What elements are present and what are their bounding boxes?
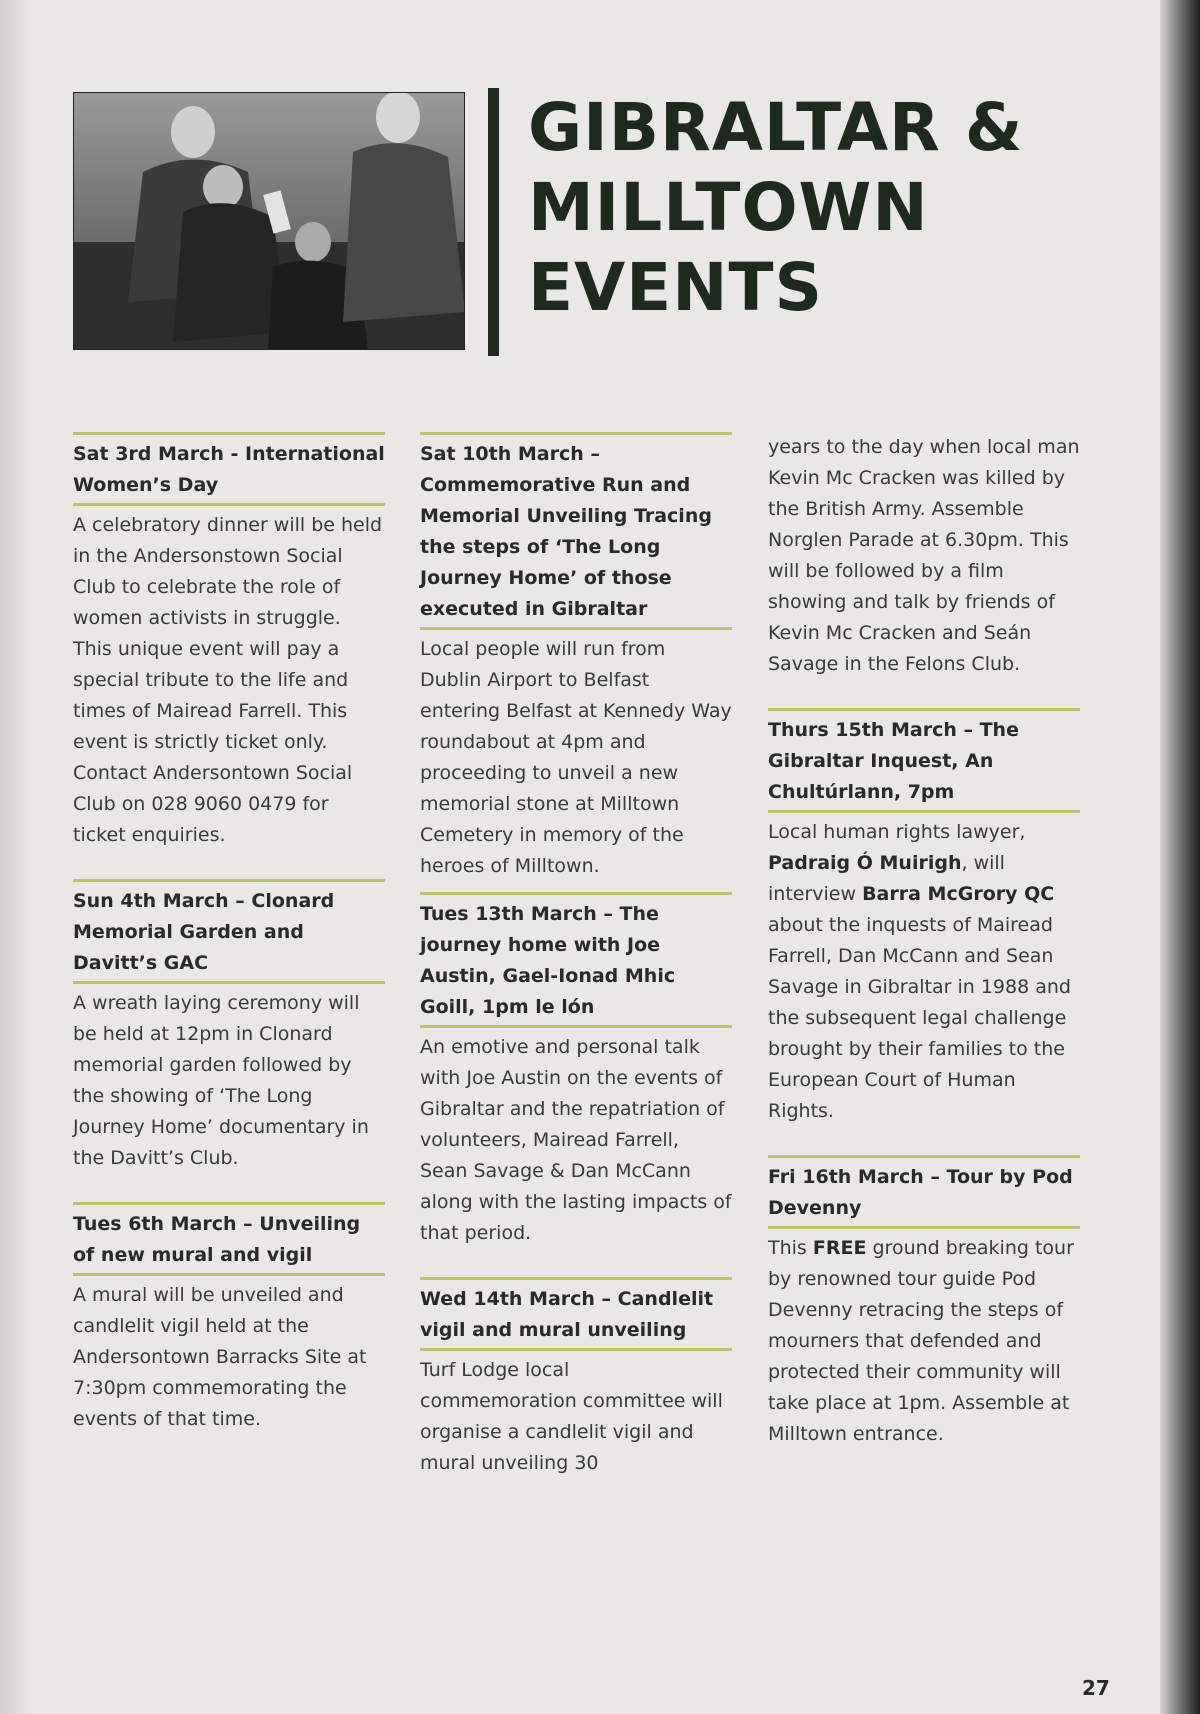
event-title: Sat 10th March – Commemorative Run and Memorial Unveiling Tracing the steps of ‘The Long Journey Home’ of those executed in Gibraltar <box>420 443 712 620</box>
event-description: Turf Lodge local commemoration committee will organise a candlelit vigil and mural unveiling 30 <box>420 1359 723 1474</box>
event-title: Tues 6th March – Unveiling of new mural and vigil <box>73 1213 361 1266</box>
event-wed-14-march <box>420 1277 732 1479</box>
page-number: 27 <box>1082 1676 1110 1700</box>
text-run: Local human rights lawyer, <box>768 821 1026 843</box>
event-description: An emotive and personal talk with Joe Austin on the events of Gibraltar and the repatriation of volunteers, Mairead Farrell, Sean Savage & Dan McCann along with the lasting impacts of that period. <box>420 1036 732 1244</box>
historical-photo <box>73 92 465 350</box>
title-line-1: GIBRALTAR & <box>528 89 1024 166</box>
interviewee-name: Barra McGrory QC <box>862 883 1055 905</box>
event-sat-3-march <box>73 432 385 851</box>
title-line-2: MILLTOWN <box>528 169 929 246</box>
column-3 <box>768 432 1080 1450</box>
column-2 <box>420 432 732 1479</box>
event-description: A celebratory dinner will be held in the Andersonstown Social Club to celebrate the role of women activists in struggle. This unique event will pay a special tribute to the life and times of Mairead Farrell. This event is strictly ticket only. Contact Andersontown Social Club on 028 9060 0479 for ticket enquiries. <box>73 514 383 846</box>
event-title: Fri 16th March – Tour by Pod Devenny <box>768 1166 1073 1219</box>
event-description: A mural will be unveiled and candlelit vigil held at the Andersontown Barracks Site at 7:30pm commemorating the events of that time. <box>73 1284 367 1430</box>
event-description <box>768 1229 1080 1450</box>
page-title <box>528 88 1023 328</box>
event-tues-13-march <box>420 892 732 1249</box>
event-description-continued: years to the day when local man Kevin Mc Cracken was killed by the British Army. Assemble Norglen Parade at 6.30pm. This will be followed by a film showing and talk by friends of Kevin Mc Cracken and Seán Savage in the Felons Club. <box>768 436 1080 675</box>
page-gutter <box>0 0 30 1714</box>
page-edge-shadow <box>1160 0 1200 1714</box>
event-title: Wed 14th March – Candlelit vigil and mural unveiling <box>420 1288 714 1341</box>
event-fri-16-march <box>768 1155 1080 1450</box>
speaker-name: Padraig Ó Muirigh <box>768 852 962 874</box>
text-run: , will interview <box>768 852 1005 905</box>
event-sun-4-march <box>73 879 385 1174</box>
text-run: This <box>768 1237 813 1259</box>
column-1 <box>73 432 385 1435</box>
free-label: FREE <box>812 1237 867 1259</box>
event-sat-10-march <box>420 432 732 882</box>
event-thurs-15-march <box>768 708 1080 1127</box>
event-description <box>768 813 1080 1127</box>
event-title: Thurs 15th March – The Gibraltar Inquest, An Chultúrlann, 7pm <box>768 719 1019 803</box>
title-accent-bar <box>488 88 499 356</box>
event-title: Sun 4th March – Clonard Memorial Garden and Davitt’s GAC <box>73 890 335 974</box>
text-run: about the inquests of Mairead Farrell, Dan McCann and Sean Savage in Gibraltar in 1988 and the subsequent legal challenge brought by their families to the European Court of Human Rights. <box>768 914 1071 1122</box>
event-tues-6-march <box>73 1202 385 1435</box>
text-run: ground breaking tour by renowned tour guide Pod Devenny retracing the steps of mourners that defended and protected their community will take place at 1pm. Assemble at Milltown entrance. <box>768 1237 1074 1445</box>
event-title: Tues 13th March – The journey home with Joe Austin, Gael-Ionad Mhic Goill, 1pm le lón <box>420 903 676 1018</box>
bw-photo-crowd-icon <box>73 92 465 350</box>
event-description: A wreath laying ceremony will be held at 12pm in Clonard memorial garden followed by the showing of ‘The Long Journey Home’ documentary in the Davitt’s Club. <box>73 992 369 1169</box>
title-line-3: EVENTS <box>528 249 824 326</box>
event-description: Local people will run from Dublin Airport to Belfast entering Belfast at Kennedy Way roundabout at 4pm and proceeding to unveil a new memorial stone at Milltown Cemetery in memory of the heroes of Milltown. <box>420 638 732 877</box>
event-title: Sat 3rd March - International Women’s Day <box>73 443 385 496</box>
